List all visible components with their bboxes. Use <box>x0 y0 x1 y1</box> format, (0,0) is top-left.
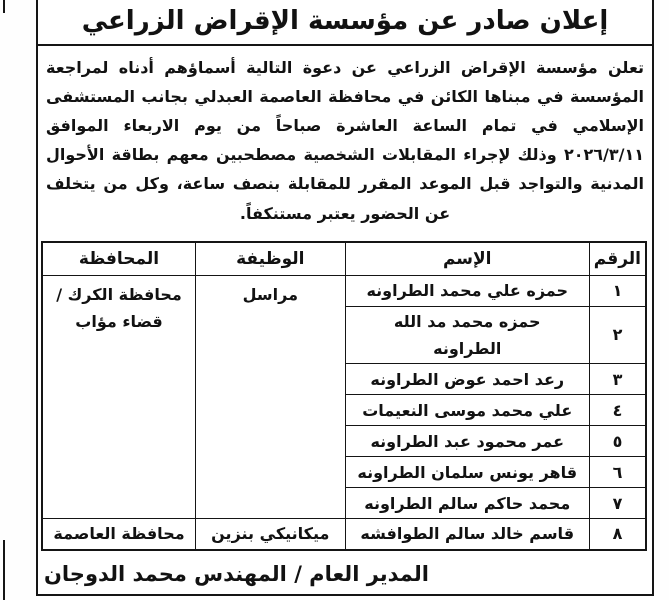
row-number: ٤ <box>589 395 646 426</box>
candidate-name-text: حمزه محمد مد الله الطراونه <box>393 311 541 358</box>
row-number: ٣ <box>589 364 646 395</box>
candidates-table <box>41 241 647 551</box>
announcement-body: تعلن مؤسسة الإقراض الزراعي عن دعوة التالية أسماؤهم أدناه لمراجعة المؤسسة في مبناها الكائن في محافظة العاصمة العبدلي بجانب المستشفى الإسلامي في تمام الساعة العاشرة صباحاً من يوم الاربعاء الموافق ٢٠٢٦/٣/١١ وذلك لإجراء المقابلات الشخصية مصطحبين معهم بطاقة الأحوال المدنية والتواجد قبل الموعد المقرر للمقابلة بنصف ساعة، وكل من يتخلف عن الحضور يعتبر مستنكفاً. <box>46 58 644 223</box>
row-number: ٢ <box>589 306 646 363</box>
candidate-name: علي محمد موسى النعيمات <box>345 395 589 426</box>
row-number: ٨ <box>589 519 646 550</box>
column-header-job: الوظيفة <box>196 242 345 276</box>
row-number: ١ <box>589 275 646 306</box>
table-row <box>42 519 646 550</box>
column-header-number: الرقم <box>589 242 646 276</box>
job-cell: ميكانيكي بنزين <box>196 519 345 550</box>
table-row <box>42 275 646 306</box>
candidate-name: قاهر يونس سلمان الطراونه <box>345 457 589 488</box>
candidate-name: رعد احمد عوض الطراونه <box>345 364 589 395</box>
newspaper-column-rule-top <box>3 0 5 13</box>
group-governorate-cell <box>42 275 196 518</box>
candidate-name: حمزه علي محمد الطراونه <box>345 275 589 306</box>
candidate-name: قاسم خالد سالم الطوافشه <box>345 519 589 550</box>
candidate-name: محمد حاكم سالم الطراونه <box>345 488 589 519</box>
candidate-name: عمر محمود عبد الطراونه <box>345 426 589 457</box>
row-number: ٦ <box>589 457 646 488</box>
table-header-row <box>42 242 646 276</box>
announcement-title: إعلان صادر عن مؤسسة الإقراض الزراعي <box>38 0 652 46</box>
column-header-governorate: المحافظة <box>42 242 196 276</box>
row-number: ٥ <box>589 426 646 457</box>
newspaper-column-rule-bottom <box>3 540 5 600</box>
signature-line: المدير العام / المهندس محمد الدوجان <box>44 561 429 586</box>
governorate-cell: محافظة العاصمة <box>42 519 196 550</box>
announcement-frame <box>36 0 654 596</box>
row-number: ٧ <box>589 488 646 519</box>
group-governorate-text: محافظة الكرك / قضاء مؤاب <box>56 284 182 331</box>
candidate-name <box>345 306 589 363</box>
group-job-cell: مراسل <box>196 275 345 518</box>
column-header-name: الإسم <box>345 242 589 276</box>
